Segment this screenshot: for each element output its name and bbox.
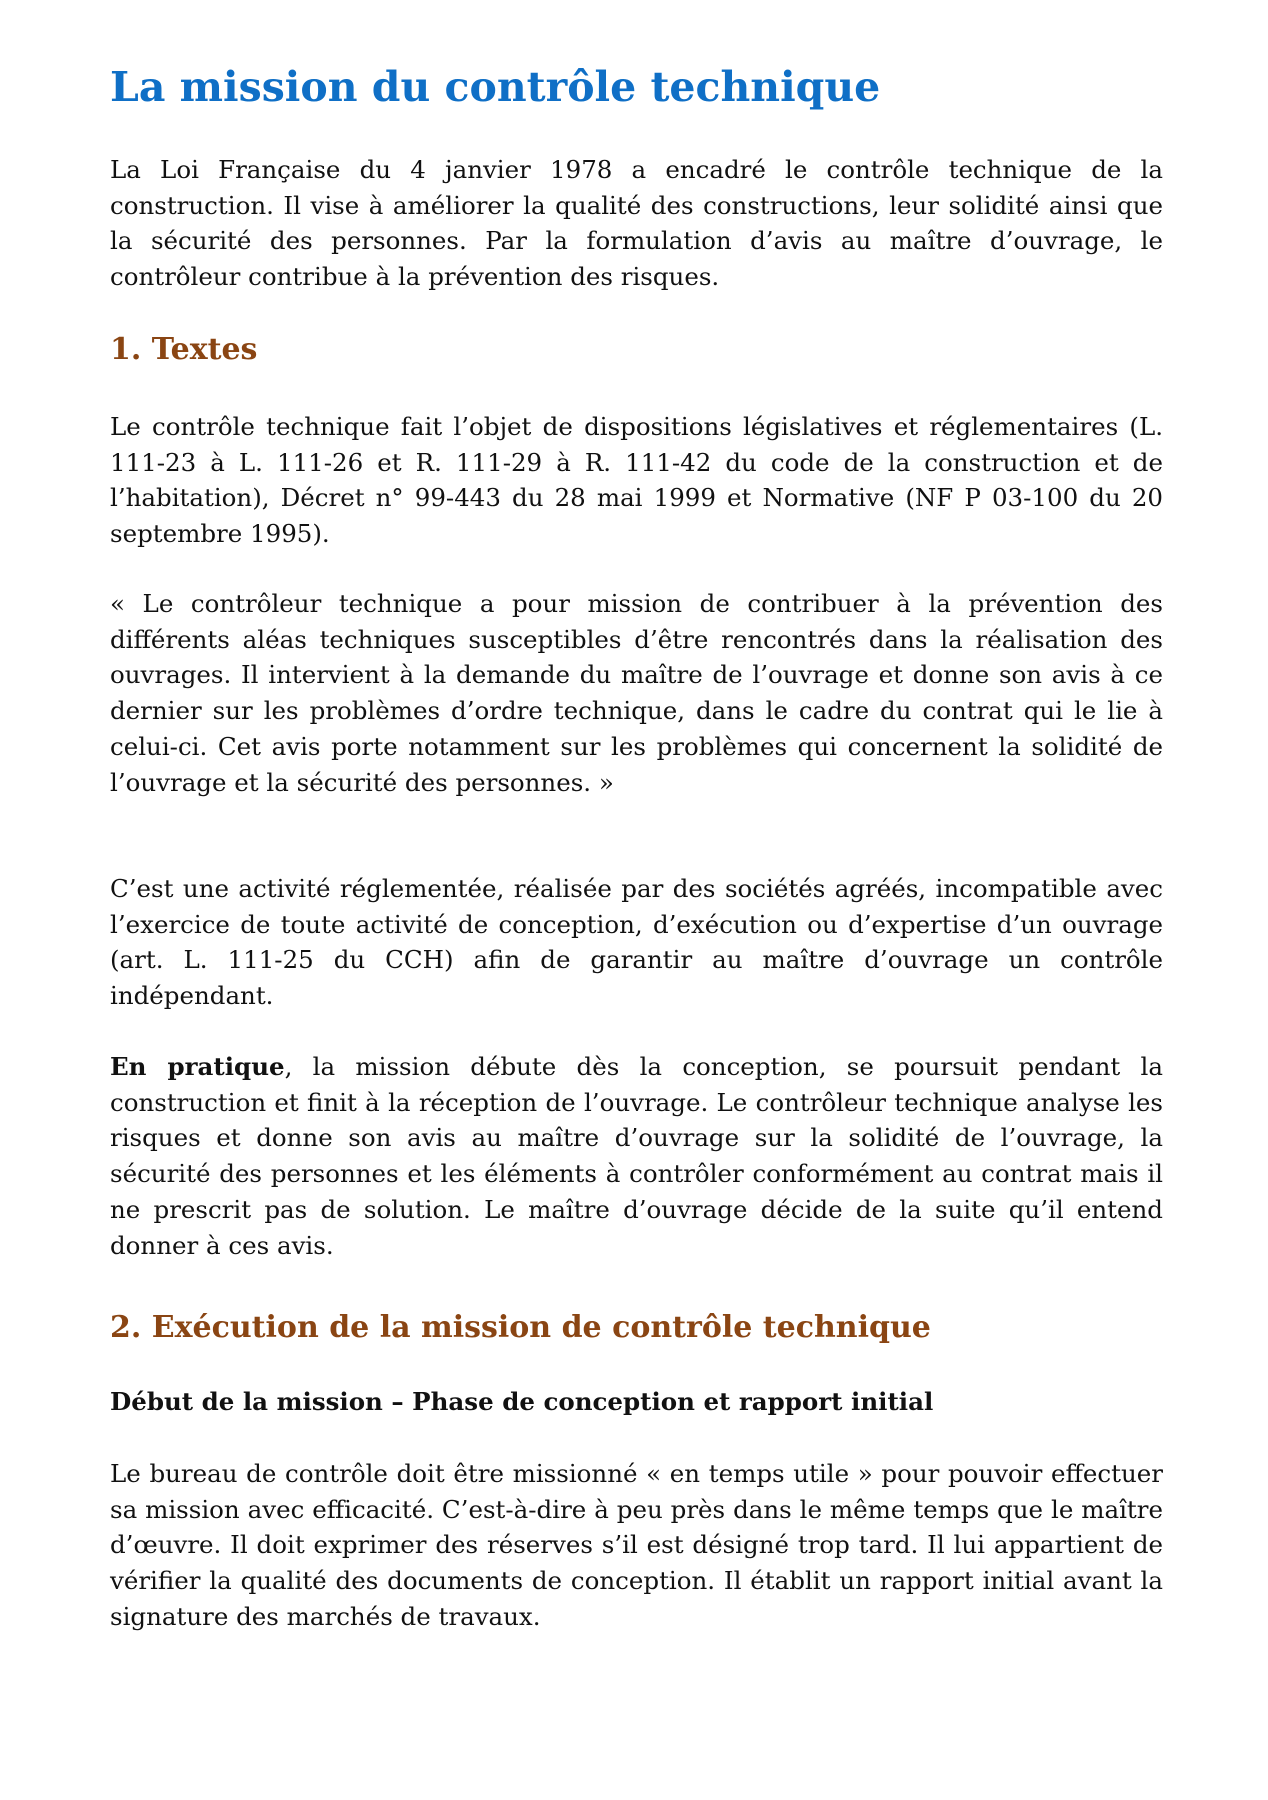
quote-paragraph: « Le contrôleur technique a pour mission de contribuer à la prévention des différents aléas techniques susceptibles d’être rencontrés dans la réalisation des ouvrages. Il intervient à la demande du maître de l’ouvrage et donne son avis à ce dernier sur les problèmes d’ordre technique, dans le cadre du contrat qui le lie à celui-ci. Cet avis porte notamment sur les problèmes qui concernent la solidité de l’ouvrage et la sécurité des personnes. »	[110, 589, 1163, 797]
page-title: La mission du contrôle technique	[110, 63, 881, 111]
practice-paragraph	[110, 1049, 1163, 1263]
subheading-debut-mission: Début de la mission – Phase de conception et rapport initial	[110, 1387, 934, 1416]
intro-paragraph: La Loi Française du 4 janvier 1978 a encadré le contrôle technique de la construction. Il vise à améliorer la qualité des constructions, leur solidité ainsi que la sécurité des personnes. Par la formulation d’avis au maître d’ouvrage, le contrôleur contribue à la prévention des risques.	[110, 155, 1163, 292]
practice-bold-label: En pratique	[110, 1052, 285, 1081]
practice-text: , la mission débute dès la conception, se poursuit pendant la construction et finit à la réception de l’ouvrage. Le contrôleur technique analyse les risques et donne son avis au maître d’ouvrage sur la solidité de l’ouvrage, la sécurité des personnes et les éléments à contrôler conformément au contrat mais il ne prescrit pas de solution. Le maître d’ouvrage décide de la suite qu’il entend donner à ces avis.	[110, 1052, 1163, 1260]
debut-mission-paragraph: Le bureau de contrôle doit être missionné « en temps utile » pour pouvoir effectuer sa mission avec efficacité. C’est-à-dire à peu près dans le même temps que le maître d’œuvre. Il doit exprimer des réserves s’il est désigné trop tard. Il lui appartient de vérifier la qualité des documents de conception. Il établit un rapport initial avant la signature des marchés de travaux.	[110, 1459, 1163, 1631]
section-heading-textes: 1. Textes	[110, 332, 258, 367]
textes-paragraph: Le contrôle technique fait l’objet de dispositions législatives et réglementaires (L. 111-23 à L. 111-26 et R. 111-29 à R. 111-42 du code de la construction et de l’habitation), Décret n° 99-443 du 28 mai 1999 et Normative (NF P 03-100 du 20 septembre 1995).	[110, 412, 1163, 549]
section-heading-execution: 2. Exécution de la mission de contrôle technique	[110, 1310, 931, 1345]
activity-paragraph: C’est une activité réglementée, réalisée par des sociétés agréés, incompatible avec l’exercice de toute activité de conception, d’exécution ou d’expertise d’un ouvrage (art. L. 111-25 du CCH) afin de garantir au maître d’ouvrage un contrôle indépendant.	[110, 874, 1163, 1011]
